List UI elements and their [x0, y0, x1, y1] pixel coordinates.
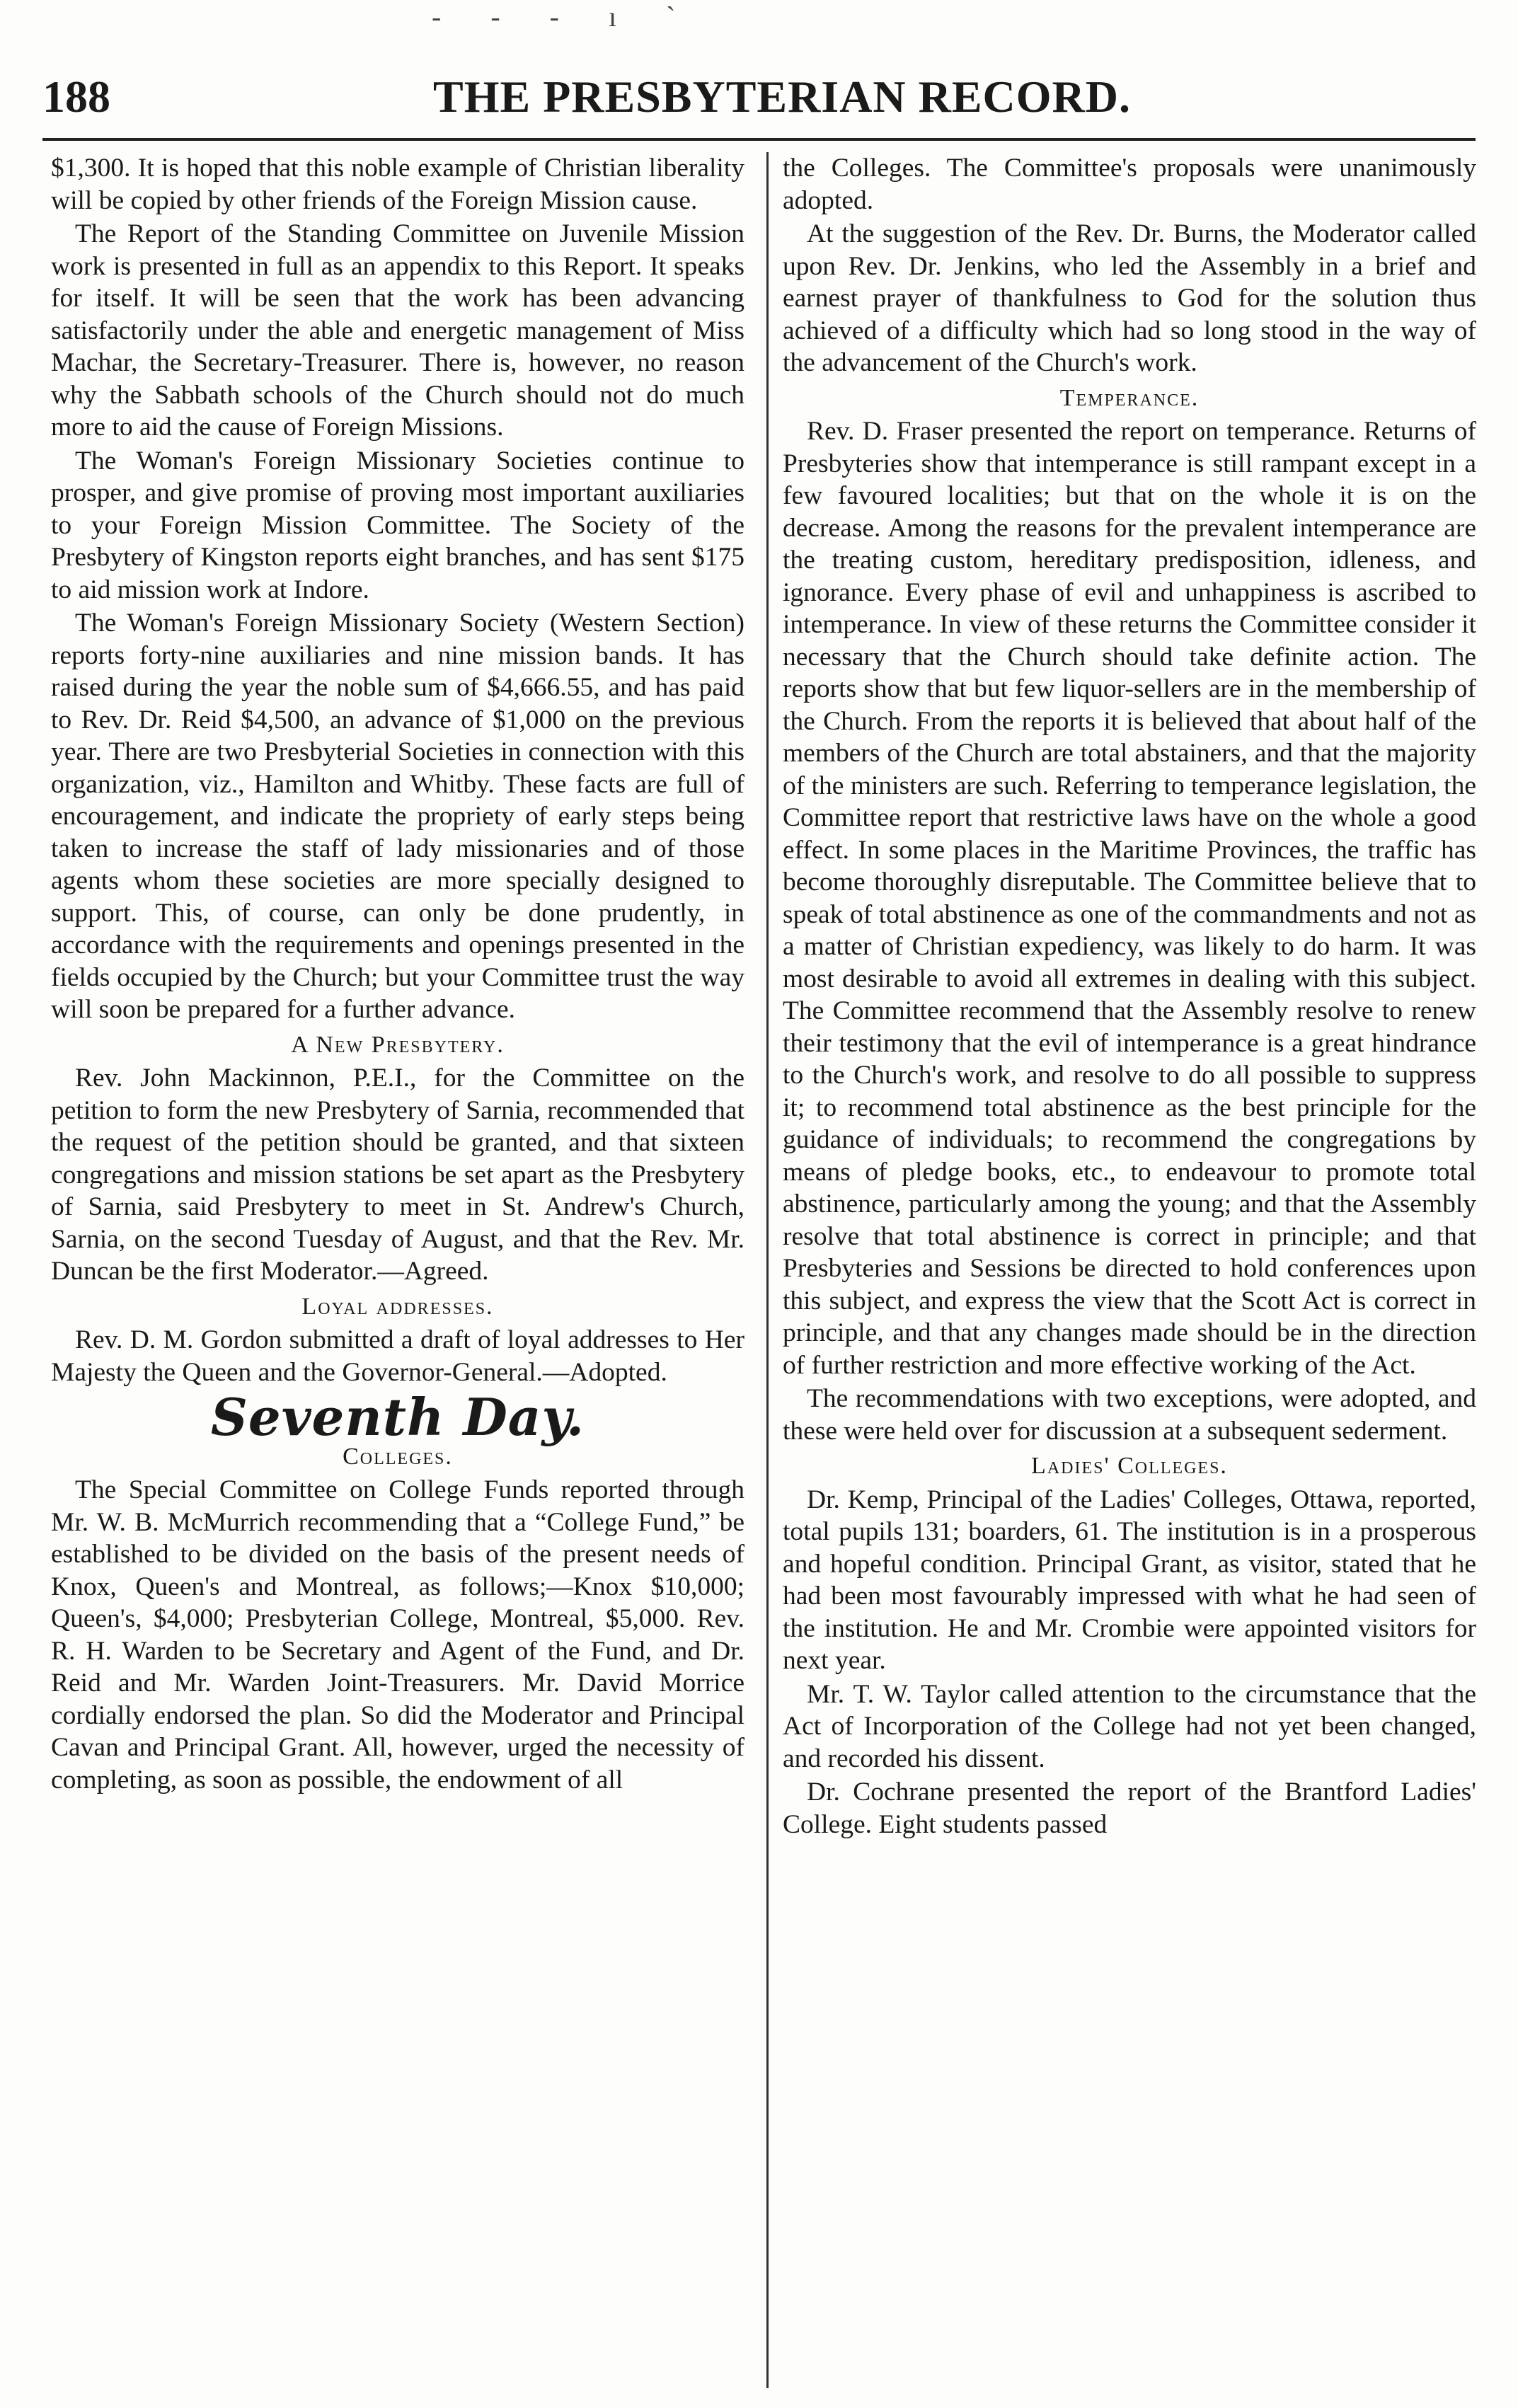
section-heading-temperance: Temperance. [1059, 384, 1200, 411]
section-heading-ladies-colleges: Ladies' Colleges. [1031, 1453, 1228, 1479]
section-heading-new-presbytery: A New Presbytery. [291, 1031, 505, 1058]
header-rule [42, 138, 1476, 141]
right-paragraph-3: Rev. D. Fraser presented the report on temperance. Returns of Presbyteries show that intemperance is still rampant except in a few favoured localities; but that on the whole it is on the decrease. Among the reasons for the prevalent intemperance are the treating custom, hereditary predisposition, idleness, and ignorance. Every phase of evil and unhappiness is ascribed to intemperance. In view of these returns the Committee consider it necessary that the Church should take definite action. The reports show that but few liquor-sellers are in the membership of the Church. From the reports it is believed that about half of the members of the Church are total abstainers, and that the majority of the ministers are such. Referring to temperance legislation, the Committee report that restrictive laws have on the whole a good effect. In some places in the Maritime Provinces, the traffic has become thoroughly disreputable. The Committee believe that to speak of total abstinence as one of the commandments and not as a matter of Christian expediency, was likely to do harm. It was most desirable to avoid all extremes in dealing with this subject. The Committee recommend that the Assembly resolve to renew their testimony that the evil of intemperance is a great hindrance to the Church's work, and resolve to do all possible to suppress it; to recommend total abstinence as the best principle for the guidance of individuals; to recommend the congregations by means of pledge books, etc., to endeavour to promote total abstinence, particularly among the young; and that the Assembly resolve that total abstinence is correct in principle; and that Presbyteries and Sessions be directed to hold conferences upon this subject, and express the view that the Scott Act is correct in principle, and that any changes made should be in the direction of further restriction and more effective working of the Act. [783, 417, 1476, 1380]
right-paragraph-7: Dr. Cochrane presented the report of the Brantford Ladies' College. Eight students passed [783, 1778, 1476, 1839]
left-paragraph-3: The Woman's Foreign Missionary Societies continue to prosper, and give promise of proving most important auxiliaries to your Foreign Mission Committee. The Society of the Presbytery of Kingston reports eight branches, and has sent $175 to aid mission work at Indore. [51, 446, 744, 604]
left-column [51, 152, 744, 1797]
column-divider [766, 152, 769, 2388]
left-paragraph-7: The Special Committee on College Funds reported through Mr. W. B. McMurrich recommending that a “College Fund,” be established to be divided on the basis of the present needs of Knox, Queen's and Montreal, as follows;—Knox $10,000; Queen's, $4,000; Presbyterian College, Montreal, $5,000. Rev. R. H. Warden to be Secretary and Agent of the Fund, and Dr. Reid and Mr. Warden Joint-Treasurers. Mr. David Morrice cordially endorsed the plan. So did the Moderator and Principal Cavan and Principal Grant. All, however, urged the necessity of completing, as soon as possible, the endowment of all [51, 1475, 744, 1795]
day-heading-seventh-day: Seventh Day. [210, 1387, 585, 1447]
page-number: 188 [42, 71, 110, 122]
right-paragraph-4: The recommendations with two exceptions, were adopted, and these were held over for discussion at a subsequent sederment. [783, 1384, 1476, 1446]
left-paragraph-5: Rev. John Mackinnon, P.E.I., for the Committee on the petition to form the new Presbytery of Sarnia, recommended that the request of the petition should be granted, and that sixteen congregations and mission stations be set apart as the Presbytery of Sarnia, said Presbytery to meet in St. Andrew's Church, Sarnia, on the second Tuesday of August, and that the Rev. Mr. Duncan be the first Moderator.—Agreed. [51, 1064, 744, 1286]
right-paragraph-2: At the suggestion of the Rev. Dr. Burns, the Moderator called upon Rev. Dr. Jenkins, who led the Assembly in a brief and earnest prayer of thankfulness to God for the solution thus achieved of a difficulty which had so long stood in the way of the advancement of the Church's work. [783, 219, 1476, 377]
right-paragraph-5: Dr. Kemp, Principal of the Ladies' Colleges, Ottawa, reported, total pupils 131; boarders, 61. The institution is in a prosperous and hopeful condition. Principal Grant, as visitor, stated that he had been most favourably impressed with what he had seen of the institution. He and Mr. Crombie were appointed visitors for next year. [783, 1485, 1476, 1675]
left-paragraph-6: Rev. D. M. Gordon submitted a draft of loyal addresses to Her Majesty the Queen and the Governor-General.—Adopted. [51, 1325, 744, 1387]
top-printer-marks: - - - ı ` [432, 1, 697, 33]
right-paragraph-1: the Colleges. The Committee's proposals were unanimously adopted. [783, 154, 1476, 215]
right-column [783, 152, 1476, 1842]
section-heading-colleges: Colleges. [343, 1443, 453, 1470]
left-paragraph-4: The Woman's Foreign Missionary Society (Western Section) reports forty-nine auxiliaries and nine mission bands. It has raised during the year the noble sum of $4,666.55, and has paid to Rev. Dr. Reid $4,500, an advance of $1,000 on the previous year. There are two Presbyterial Societies in connection with this organization, viz., Hamilton and Whitby. These facts are full of encouragement, and indicate the propriety of early steps being taken to increase the staff of lady missionaries and of those agents whom these societies are more specially designed to support. This, of course, can only be done prudently, in accordance with the requirements and openings presented in the fields occupied by the Church; but your Committee trust the way will soon be prepared for a further advance. [51, 609, 744, 1024]
left-paragraph-1: $1,300. It is hoped that this noble example of Christian liberality will be copied by other friends of the Foreign Mission cause. [51, 154, 744, 215]
left-paragraph-2: The Report of the Standing Committee on Juvenile Mission work is presented in full as an appendix to this Report. It speaks for itself. It will be seen that the work has been advancing satisfactorily under the able and energetic management of Miss Machar, the Secretary-Treasurer. There is, however, no reason why the Sabbath schools of the Church should not do much more to aid the cause of Foreign Missions. [51, 219, 744, 442]
right-paragraph-6: Mr. T. W. Taylor called attention to the circumstance that the Act of Incorporation of the College had not yet been changed, and recorded his dissent. [783, 1679, 1476, 1773]
running-head-title: THE PRESBYTERIAN RECORD. [433, 71, 1131, 122]
section-heading-loyal-addresses: Loyal addresses. [301, 1293, 494, 1320]
